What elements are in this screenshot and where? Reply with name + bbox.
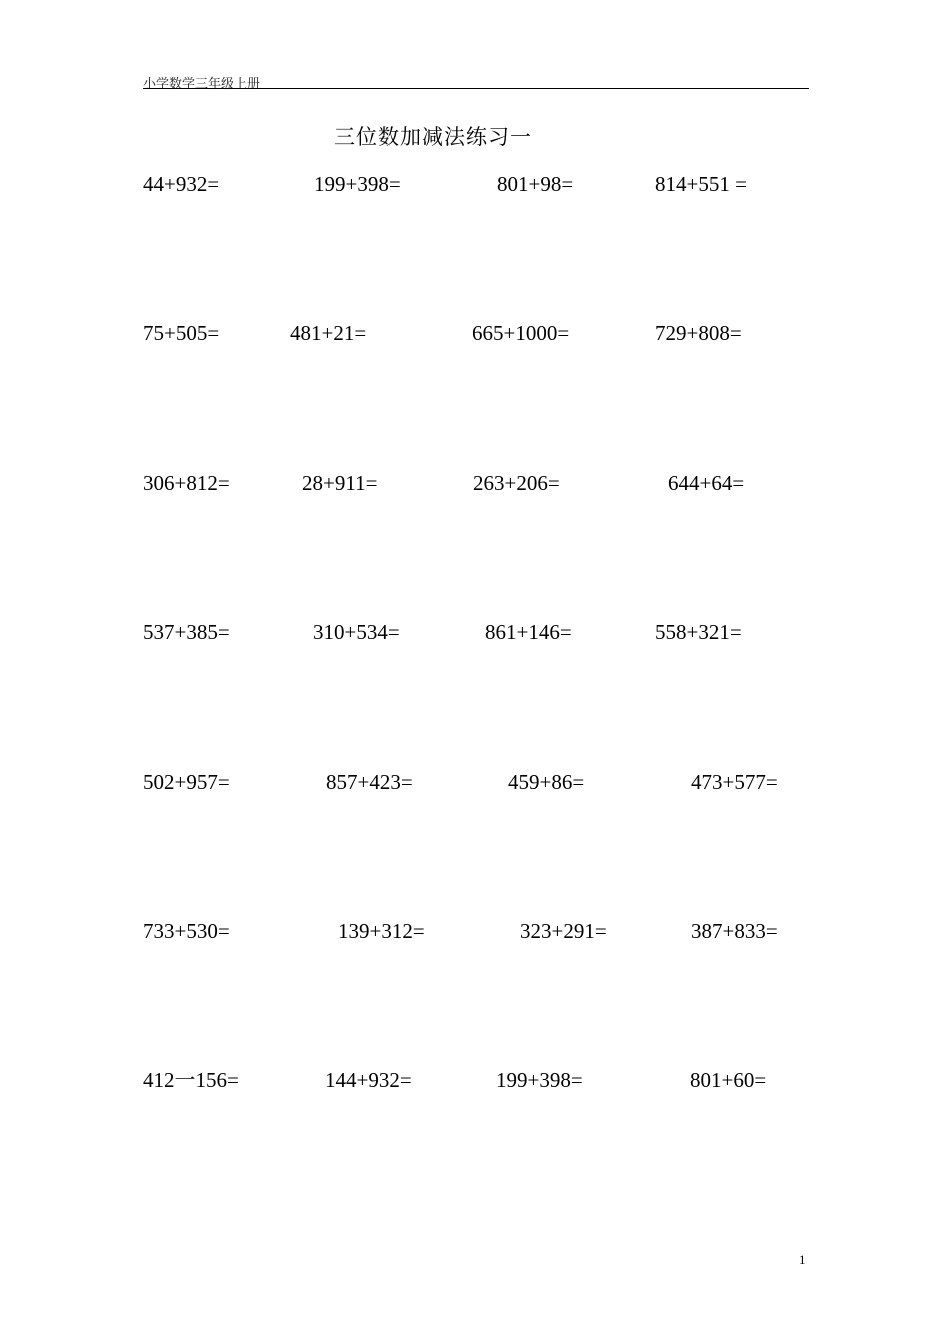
problem-item: 310+534= xyxy=(313,620,400,644)
problem-item: 199+398= xyxy=(314,172,401,196)
problem-item: 44+932= xyxy=(143,172,220,196)
problem-item: 306+812= xyxy=(143,471,230,495)
problem-item: 473+577= xyxy=(691,770,778,794)
page-number: 1 xyxy=(799,1252,806,1267)
problem-item: 801+60= xyxy=(690,1068,767,1092)
header-divider xyxy=(143,88,809,89)
problem-item: 733+530= xyxy=(143,919,230,943)
problem-item: 263+206= xyxy=(473,471,560,495)
problem-item: 729+808= xyxy=(655,321,742,345)
problem-item: 387+833= xyxy=(691,919,778,943)
problem-item: 412一156= xyxy=(143,1068,239,1092)
problem-item: 814+551 = xyxy=(655,172,747,196)
problem-item: 75+505= xyxy=(143,321,220,345)
header-text: 小学数学三年级上册 xyxy=(143,76,261,91)
problem-item: 537+385= xyxy=(143,620,230,644)
problem-item: 861+146= xyxy=(485,620,572,644)
problem-item: 644+64= xyxy=(668,471,745,495)
worksheet-title: 三位数加减法练习一 xyxy=(334,125,532,149)
problem-item: 801+98= xyxy=(497,172,574,196)
problem-item: 857+423= xyxy=(326,770,413,794)
problem-item: 558+321= xyxy=(655,620,742,644)
problem-item: 144+932= xyxy=(325,1068,412,1092)
problem-item: 502+957= xyxy=(143,770,230,794)
problem-item: 139+312= xyxy=(338,919,425,943)
problem-item: 459+86= xyxy=(508,770,585,794)
problem-item: 665+1000= xyxy=(472,321,570,345)
problem-item: 323+291= xyxy=(520,919,607,943)
problem-item: 199+398= xyxy=(496,1068,583,1092)
problem-item: 28+911= xyxy=(302,471,378,495)
problem-item: 481+21= xyxy=(290,321,367,345)
